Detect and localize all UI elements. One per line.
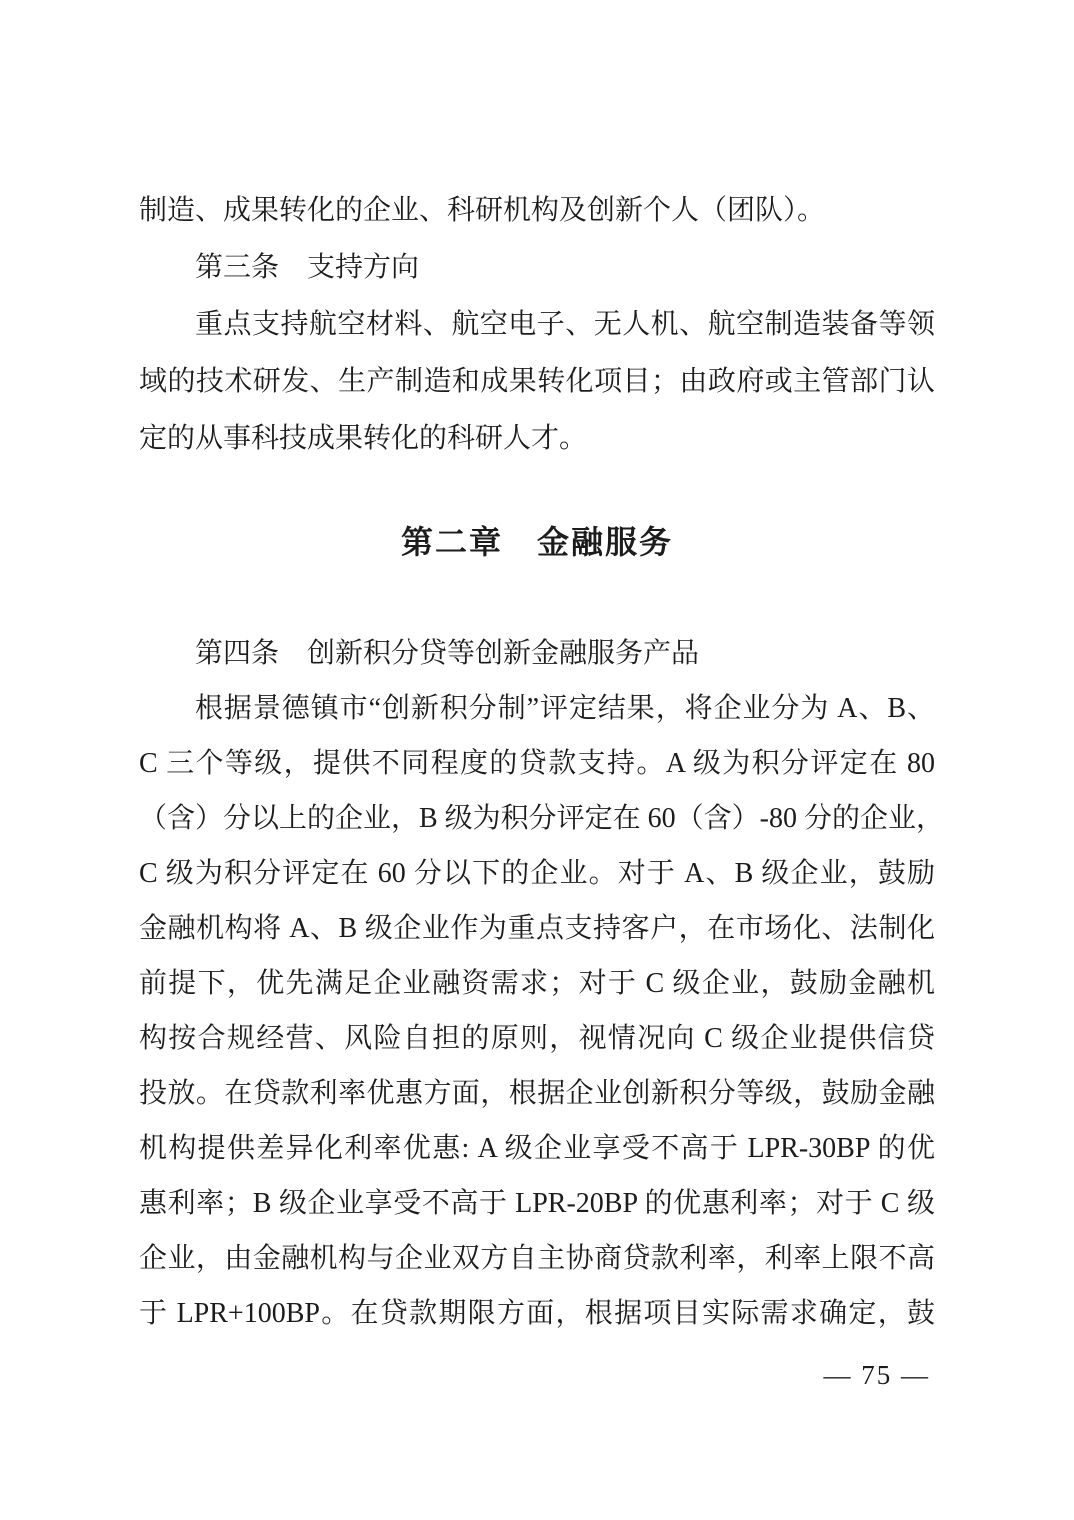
article-3-title: 第三条 支持方向 (195, 252, 420, 283)
document-body-upper (139, 182, 935, 467)
paragraph-continuation-line: 制造、成果转化的企业、科研机构及创新个人（团队）。 (139, 195, 826, 226)
chapter-2-heading: 第二章 金融服务 (400, 524, 673, 560)
document-body-lower (139, 626, 945, 1341)
article-4-line: 投放。在贷款利率优惠方面，根据企业创新积分等级，鼓励金融 (139, 1078, 935, 1109)
article-4-line: 机构提供差异化利率优惠: A 级企业享受不高于 LPR-30BP 的优 (139, 1133, 935, 1164)
article-4-line: 企业，由金融机构与企业双方自主协商贷款利率，利率上限不高 (139, 1243, 935, 1274)
article-3-line: 定的从事科技成果转化的科研人才。 (139, 423, 588, 454)
article-4-line: 前提下，优先满足企业融资需求；对于 C 级企业，鼓励金融机 (139, 968, 935, 999)
article-4-line: 惠利率；B 级企业享受不高于 LPR-20BP 的优惠利率；对于 C 级 (139, 1188, 935, 1219)
article-4-line: 根据景德镇市“创新积分制”评定结果，将企业分为 A、B、 (195, 693, 935, 724)
article-4-line: 金融机构将 A、B 级企业作为重点支持客户，在市场化、法制化 (139, 913, 935, 944)
article-4-line: C 三个等级，提供不同程度的贷款支持。A 级为积分评定在 80 (139, 748, 935, 779)
article-4-line: （含）分以上的企业，B 级为积分评定在 60（含）-80 分的企业， (139, 803, 945, 834)
article-4-line: 于 LPR+100BP。在贷款期限方面，根据项目实际需求确定，鼓 (139, 1298, 935, 1329)
article-4-line: C 级为积分评定在 60 分以下的企业。对于 A、B 级企业，鼓励 (139, 858, 935, 889)
article-4-line: 构按合规经营、风险自担的原则，视情况向 C 级企业提供信贷 (139, 1023, 935, 1054)
article-4-title: 第四条 创新积分贷等创新金融服务产品 (195, 638, 700, 669)
page-number: — 75 — (823, 1360, 930, 1390)
article-3-line: 域的技术研发、生产制造和成果转化项目；由政府或主管部门认 (139, 366, 935, 397)
article-3-line: 重点支持航空材料、航空电子、无人机、航空制造装备等领 (195, 309, 935, 340)
